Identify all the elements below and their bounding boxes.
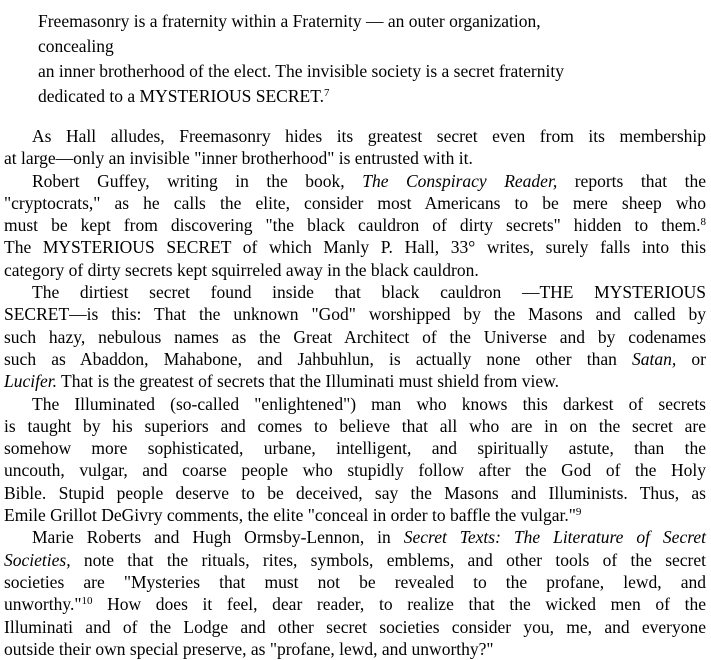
paragraph <box>4 393 706 527</box>
text-line <box>4 281 706 303</box>
text-line <box>4 504 706 526</box>
text-line <box>4 459 706 481</box>
text-segment: The MYSTERIOUS SECRET of which Manly P. Hall, 33° writes, surely falls into this <box>4 237 706 258</box>
text-line <box>4 326 706 348</box>
text-segment: must be kept from discovering "the black cauldron of dirty secrets" hidden to them. <box>4 215 701 236</box>
text-segment: note that the rituals, rites, symbols, emblems, and other tools of the secret <box>70 549 706 570</box>
italic-text-segment: Secret Texts: The Literature of Secret <box>403 527 706 548</box>
text-line <box>4 370 706 392</box>
text-line <box>4 192 706 214</box>
text-line <box>4 259 706 281</box>
text-segment: The dirtiest secret found inside that black cauldron —THE MYSTERIOUS <box>32 282 706 303</box>
footnote-ref: 8 <box>700 216 706 229</box>
text-segment: reports that the <box>557 170 707 191</box>
text-segment: Freemasonry is a fraternity within a Fraternity — an outer organization, concealing <box>38 11 541 56</box>
paragraph <box>4 125 706 170</box>
footnote-ref: 7 <box>323 87 330 99</box>
text-segment: The Illuminated (so-called "enlightened") man who knows this darkest of secrets <box>32 393 706 414</box>
text-line <box>4 236 706 258</box>
text-segment: somehow more sophisticated, urbane, intelligent, and spiritually astute, than the <box>4 438 706 459</box>
text-line <box>38 84 591 109</box>
text-segment: dedicated to a MYSTERIOUS SECRET. <box>38 86 324 106</box>
text-segment: Illuminati and of the Lodge and other secret societies consider you, me, and everyone <box>4 616 706 637</box>
text-line <box>4 170 706 192</box>
text-segment: outside their own special preserve, as "profane, lewd, and unworthy?" <box>4 638 494 659</box>
footnote-ref: 9 <box>575 506 582 519</box>
text-segment: Emile Grillot DeGivry comments, the elite "conceal in order to baffle the vulgar." <box>4 505 576 526</box>
text-segment: SECRET—is this: That the unknown "God" worshipped by the Masons and called by <box>4 304 706 325</box>
italic-text-segment: Satan, <box>632 348 677 369</box>
text-line <box>4 593 706 615</box>
text-segment: uncouth, vulgar, and coarse people who stupidly follow after the God of the Holy <box>4 460 706 481</box>
text-segment: such as Abaddon, Mahabone, and Jahbuhlun, is actually none other than <box>4 348 632 369</box>
paragraph <box>4 526 706 660</box>
text-line <box>4 348 706 370</box>
italic-text-segment: Societies, <box>4 549 71 570</box>
text-segment: unworthy." <box>4 594 82 615</box>
text-segment: Marie Roberts and Hugh Ormsby-Lennon, in <box>32 527 404 548</box>
text-segment: How does it feel, dear reader, to realize that the wicked men of the <box>92 594 706 615</box>
italic-text-segment: Lucifer. <box>4 371 57 392</box>
footnote-ref: 10 <box>81 595 93 608</box>
text-segment: is taught by his superiors and comes to believe that all who are in on the secret are <box>4 415 706 436</box>
block-quote <box>38 9 711 109</box>
italic-text-segment: The Conspiracy Reader, <box>362 170 558 191</box>
body-text <box>0 125 711 660</box>
text-segment: such hazy, nebulous names as the Great Architect of the Universe and by codenames <box>4 326 706 347</box>
text-line <box>38 9 591 59</box>
text-line <box>4 147 706 169</box>
paragraph <box>4 281 706 392</box>
text-line <box>4 549 706 571</box>
paragraph <box>4 170 706 281</box>
text-segment: Robert Guffey, writing in the book, <box>32 170 363 191</box>
text-line <box>4 437 706 459</box>
text-segment: or <box>676 348 706 369</box>
text-segment: As Hall alludes, Freemasonry hides its greatest secret even from its membership <box>32 126 706 146</box>
text-line <box>4 571 706 593</box>
text-line <box>4 303 706 325</box>
text-segment: at large—only an invisible "inner brotherhood" is entrusted with it. <box>4 148 473 169</box>
text-segment: Bible. Stupid people deserve to be deceived, say the Masons and Illuminists. Thus, as <box>4 482 706 503</box>
text-line <box>38 59 591 84</box>
text-line <box>4 125 706 147</box>
text-segment: "cryptocrats," as he calls the elite, consider most Americans to be mere sheep who <box>4 192 706 213</box>
text-line <box>4 214 706 236</box>
text-line <box>4 616 706 638</box>
text-line <box>4 526 706 548</box>
text-segment: societies are "Mysteries that must not be revealed to the profane, lewd, and <box>4 571 706 592</box>
book-page <box>0 9 711 659</box>
text-line <box>4 393 706 415</box>
text-segment: category of dirty secrets kept squirreled away in the black cauldron. <box>4 259 479 280</box>
text-line <box>4 415 706 437</box>
text-segment: That is the greatest of secrets that the Illuminati must shield from view. <box>57 371 560 392</box>
text-line <box>4 482 706 504</box>
text-segment: an inner brotherhood of the elect. The invisible society is a secret fraternity <box>38 61 564 81</box>
text-line <box>4 638 706 660</box>
